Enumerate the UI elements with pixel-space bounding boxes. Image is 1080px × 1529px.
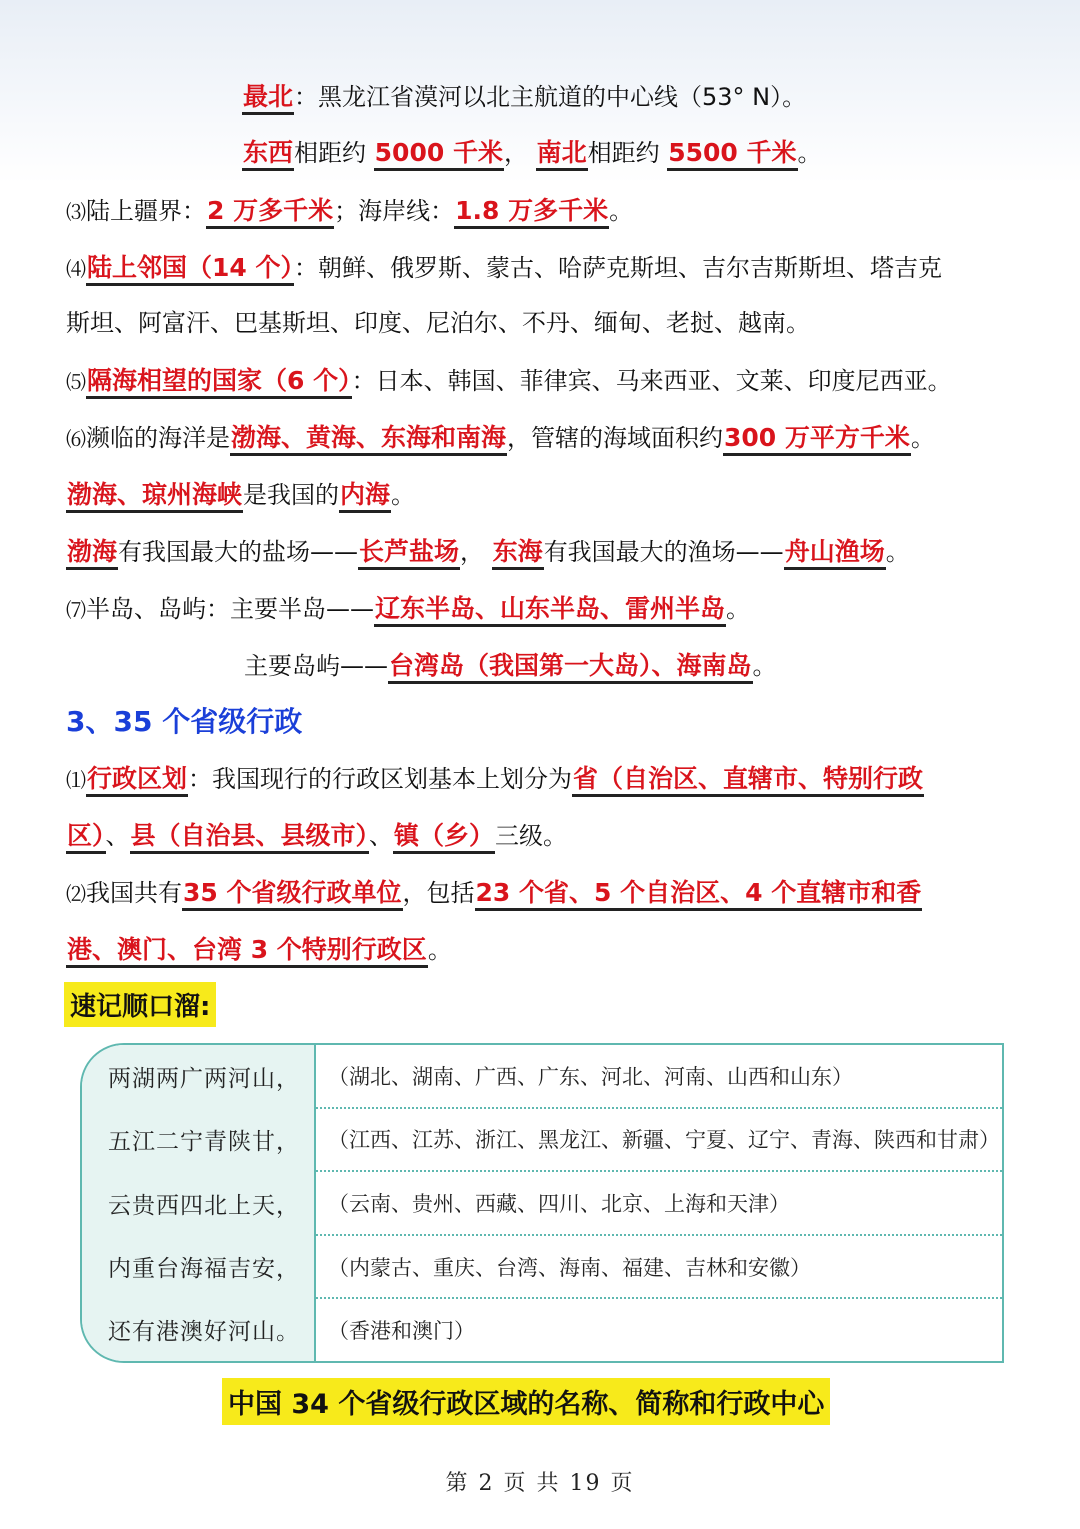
end-mark: 。	[752, 652, 777, 680]
item-text: ：我国现行的行政区划基本上划分为	[188, 765, 573, 793]
end-mark: 。	[391, 481, 416, 509]
verse-cell: 五江二宁青陕甘，	[108, 1129, 300, 1156]
north-text: ：黑龙江省漠河以北主航道的中心线（53° N）。	[294, 83, 807, 111]
total-units: 35 个省级行政单位	[182, 878, 403, 911]
admin-2-cont	[66, 933, 1040, 967]
inner-sea-term: 内海	[339, 480, 391, 513]
area-value: 300 万平方千米	[723, 423, 911, 456]
sea-neighbors-label: 隔海相望的国家（6 个）	[86, 366, 352, 399]
admin-2	[66, 876, 1040, 911]
item-7	[66, 592, 1040, 627]
province-level-cont: 区）	[66, 821, 106, 854]
bottom-title: 中国 34 个省级行政区域的名称、简称和行政中心	[222, 1378, 830, 1425]
inner-sea-line	[66, 478, 1040, 512]
end-mark: 。	[609, 197, 634, 225]
item-text: 濒临的海洋是	[86, 424, 230, 452]
islands-line	[244, 649, 1040, 683]
end-mark: 。	[910, 424, 935, 452]
unit-breakdown-cont: 港、澳门、台湾 3 个特别行政区	[66, 935, 428, 968]
gloss-cell: （内蒙古、重庆、台湾、海南、福建、吉林和安徽）	[316, 1236, 1002, 1300]
islands: 台湾岛（我国第一大岛）、海南岛	[388, 651, 753, 684]
end-mark: 。	[427, 936, 452, 964]
salt-field: 长芦盐场	[358, 537, 460, 570]
neighbors-text: ：朝鲜、俄罗斯、蒙古、哈萨克斯坦、吉尔吉斯斯坦、塔吉克	[294, 254, 942, 282]
item-text: 陆上疆界：	[86, 197, 206, 225]
admin-1-cont	[66, 819, 1040, 853]
item-number: ⑶	[66, 200, 86, 224]
item-text: 半岛、岛屿：主要半岛——	[86, 595, 374, 623]
item-number: ⑸	[66, 370, 86, 394]
item-number: ⑵	[66, 882, 86, 906]
item-number: ⑹	[66, 427, 86, 451]
ns-label: 南北	[536, 138, 588, 171]
item-6	[66, 421, 1040, 456]
verse-cell: 云贵西四北上天，	[108, 1192, 300, 1219]
item-text: ，管辖的海域面积约	[507, 424, 724, 452]
ew-value: 5000 千米	[374, 138, 504, 171]
peninsulas: 辽东半岛、山东半岛、雷州半岛	[374, 594, 726, 627]
item-5	[66, 364, 1040, 399]
admin-1	[66, 762, 1040, 797]
coastline-value: 1.8 万多千米	[454, 196, 609, 229]
neighbors-label: 陆上邻国（14 个）	[86, 253, 294, 286]
ns-value: 5500 千米	[667, 138, 797, 171]
gloss-cell: （香港和澳门）	[328, 1319, 475, 1344]
item-4-cont	[66, 306, 1040, 340]
item-number: ⑴	[66, 768, 86, 792]
ew-label: 东西	[242, 138, 294, 171]
verse-column	[82, 1045, 316, 1361]
item-text: 是我国的	[243, 481, 340, 509]
sea-neighbors-text: ：日本、韩国、菲律宾、马来西亚、文莱、印度尼西亚。	[351, 367, 952, 395]
north-line	[242, 80, 1040, 114]
gloss-cell: （湖北、湖南、广西、广东、河北、河南、山西和山东）	[316, 1045, 1002, 1109]
neighbors-text-cont: 斯坦、阿富汗、巴基斯坦、印度、尼泊尔、不丹、缅甸、老挝、越南。	[66, 309, 810, 337]
end-mark: 。	[797, 139, 822, 167]
sep: ，	[460, 538, 485, 566]
donghai: 东海	[492, 537, 544, 570]
gloss-column	[316, 1045, 1002, 1361]
gloss-cell: （江西、江苏、浙江、黑龙江、新疆、宁夏、辽宁、青海、陕西和甘肃）	[316, 1109, 1002, 1173]
item-text: 有我国最大的盐场——	[118, 538, 359, 566]
land-border-value: 2 万多千米	[206, 196, 334, 229]
item-text: ；海岸线：	[334, 197, 455, 225]
sep: 、	[105, 822, 130, 850]
item-text: 我国共有	[86, 879, 182, 907]
item-number: ⑷	[66, 257, 86, 281]
item-text: 主要岛屿——	[244, 652, 388, 680]
county-level: 县（自治县、县级市）	[130, 821, 370, 854]
item-text: 有我国最大的渔场——	[543, 538, 784, 566]
admin-label: 行政区划	[86, 764, 188, 797]
sep: ，	[503, 139, 528, 167]
item-3	[66, 194, 1040, 229]
section-heading: 3、35 个省级行政	[66, 705, 303, 738]
verse-cell: 两湖两广两河山，	[108, 1066, 300, 1093]
ns-mid: 相距约	[587, 139, 660, 167]
page-footer: 第 2 页 共 19 页	[445, 1471, 635, 1496]
inner-sea-names: 渤海、琼州海峡	[66, 480, 243, 513]
ew-mid: 相距约	[294, 139, 367, 167]
town-level: 镇（乡）	[393, 821, 495, 854]
gloss-cell: （云南、贵州、西藏、四川、北京、上海和天津）	[316, 1172, 1002, 1236]
item-number: ⑺	[66, 598, 86, 622]
verse-cell: 还有港澳好河山。	[108, 1318, 300, 1345]
end-mark: 。	[885, 538, 910, 566]
unit-breakdown: 23 个省、5 个自治区、4 个直辖市和香	[475, 878, 923, 911]
seas-value: 渤海、黄海、东海和南海	[230, 423, 507, 456]
mnemonic-label: 速记顺口溜:	[64, 982, 216, 1027]
verse-cell: 内重台海福吉安，	[108, 1255, 300, 1282]
item-4	[66, 251, 1040, 286]
end-mark: 。	[726, 595, 751, 623]
mnemonic-table	[80, 1043, 1004, 1363]
north-label: 最北	[242, 82, 294, 115]
item-text: ，包括	[402, 879, 475, 907]
bohai: 渤海	[66, 537, 118, 570]
salt-fish-line	[66, 535, 1040, 569]
province-level: 省（自治区、直辖市、特别行政	[572, 764, 924, 797]
item-text: 三级。	[495, 822, 568, 850]
span-line	[242, 136, 1040, 170]
sep: 、	[369, 822, 394, 850]
fishing-ground: 舟山渔场	[784, 537, 886, 570]
